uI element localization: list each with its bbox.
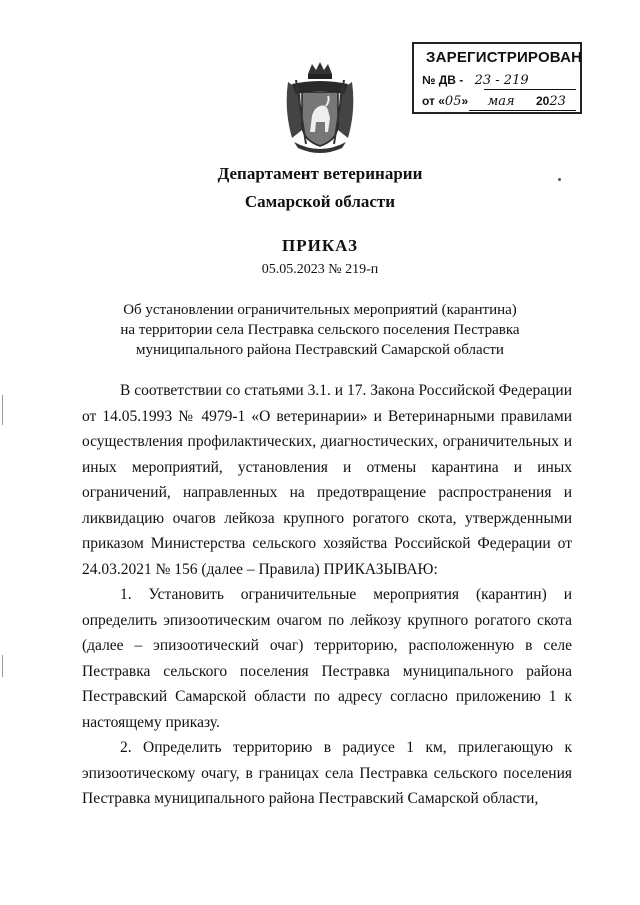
order-body xyxy=(82,378,572,812)
scan-edge-mark xyxy=(2,395,3,425)
stamp-number-row xyxy=(422,73,529,88)
stamp-number-value: 23 - 219 xyxy=(474,73,529,88)
stamp-underline xyxy=(484,89,576,90)
scan-edge-mark xyxy=(2,655,3,677)
subject-line: на территории села Пестравка сельского поселения Пестравка xyxy=(120,322,520,338)
stamp-date-row xyxy=(422,94,566,109)
subject-line: Об установлении ограничительных мероприятий (карантина) xyxy=(123,302,517,318)
samara-coat-of-arms-icon xyxy=(282,60,358,156)
stamp-date-day: 05 xyxy=(444,94,462,109)
stamp-date-month: мая xyxy=(487,94,515,109)
org-name-line1: Департамент ветеринарии xyxy=(217,164,423,183)
order-subject xyxy=(0,300,640,360)
preamble-paragraph: В соответствии со статьями 3.1. и 17. Закона Российской Федерации от 14.05.1993 № 4979-1 «О ветеринарии» и Ветеринарными правилами осуществления профилактических, диагностических, ограничительных и иных мероприятий, установления и отмены карантина и иных ограничений, направленных на предотвращение распространения и ликвидацию очагов лейкоза крупного рогатого скота, утвержденными приказом Министерства сельского хозяйства Российской Федерации от 24.03.2021 № 156 (далее – Правила) ПРИКАЗЫВАЮ: xyxy=(82,382,572,578)
clause-2-paragraph: 2. Определить территорию в радиусе 1 км, прилегающую к эпизоотическому очагу, в границах села Пестравка сельского поселения Пестравка муниципального района Пестравский Самарской области, xyxy=(82,739,572,807)
registration-stamp xyxy=(412,42,582,114)
org-name-line2: Самарской области xyxy=(244,192,396,211)
document-type: ПРИКАЗ xyxy=(282,236,358,255)
clause-1-paragraph: 1. Установить ограничительные мероприятия (карантин) и определить эпизоотическим очагом по лейкозу крупного рогатого скота (далее – эпизоотический очаг) территорию, расположенную в селе Пестравка сельского поселения Пестравка муниципального района Пестравский Самарской области по адресу согласно приложению 1 к настоящему приказу. xyxy=(82,586,572,731)
stamp-date-from: от « xyxy=(422,94,445,108)
stamp-year-prefix: 20 xyxy=(535,94,550,108)
document-date-number: 05.05.2023 № 219-п xyxy=(261,262,379,277)
stamp-number-label: № ДВ - xyxy=(422,73,464,87)
stamp-title: ЗАРЕГИСТРИРОВАН xyxy=(426,49,583,66)
stamp-year-suffix: 23 xyxy=(549,94,566,109)
stamp-underline xyxy=(469,110,576,111)
subject-line: муниципального района Пестравский Самарской области xyxy=(136,342,504,358)
stamp-date-quote: » xyxy=(461,94,469,108)
